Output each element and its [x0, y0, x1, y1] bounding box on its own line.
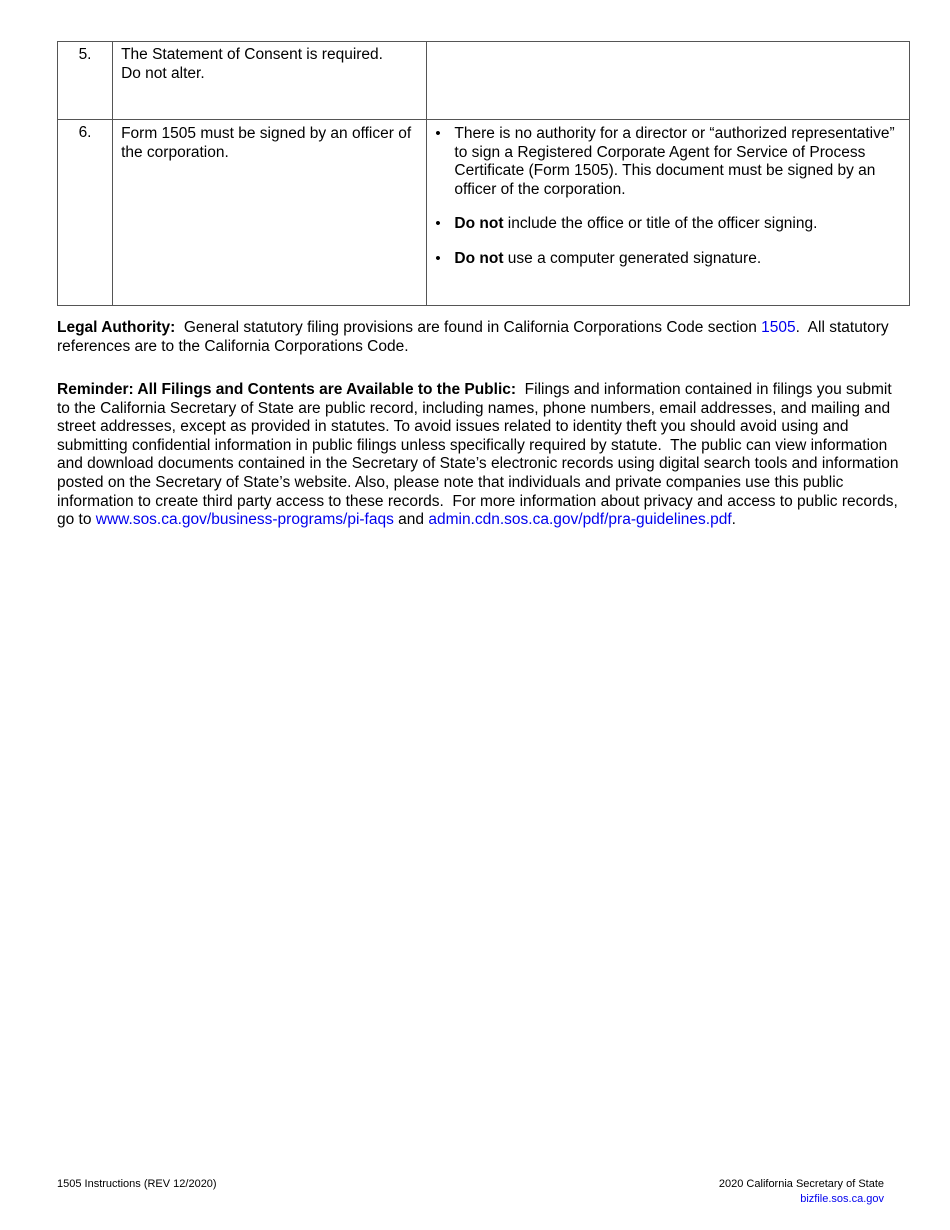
pra-guidelines-link[interactable]: admin.cdn.sos.ca.gov/pdf/pra-guidelines.pdf [428, 511, 732, 529]
reminder-connector: and [393, 511, 429, 529]
bullet-text: use a computer generated signature. [503, 249, 762, 267]
requirement-text: Form 1505 must be signed by an officer of the corporation. [113, 120, 427, 306]
bullet-bold: Do not [454, 249, 504, 267]
table-row [58, 42, 910, 120]
footer-right-block [719, 1177, 884, 1207]
detail-cell-empty [427, 42, 910, 120]
bullet-text: There is no authority for a director or “authorized representative” to sign a Registered Corporate Agent for Service of Process Certificate (Form 1505). This document must be signed by an officer of the corporation. [454, 125, 895, 198]
requirement-text-line: The Statement of Consent is required. [121, 46, 383, 63]
bullet-item [435, 125, 897, 199]
code-section-1505-link[interactable]: 1505 [761, 319, 796, 336]
requirement-text-line: Do not alter. [121, 64, 205, 82]
detail-bullet-list [427, 120, 909, 268]
requirement-cell [113, 42, 427, 120]
reminder-label: Reminder: All Filings and Contents are Available to the Public: [57, 381, 517, 398]
reminder-text: Filings and information contained in filings you submit to the California Secretary of State are public record, including names, phone numbers, email addresses, and mailing and street addresses, except as provided in statutes. To avoid issues related to identity theft you should avoid using and submitting confidential information in public filings unless specifically required by statute. The public can view information and download documents contained in the Secretary of State’s electronic records using digital search tools and information posted on the Secretary of State’s website. Also, please note that individuals and private companies use this public information to create third party access to these records. For more information about privacy and access to public records, go to [57, 381, 903, 529]
legal-authority-label: Legal Authority: [57, 319, 176, 336]
legal-authority-paragraph [57, 319, 902, 356]
legal-authority-text-end: . All statutory references are to the California Corporations Code. [57, 319, 893, 355]
copyright-text: 2020 California Secretary of State [718, 1178, 884, 1190]
reminder-end: . [731, 511, 736, 529]
row-number: 6. [58, 120, 113, 306]
instructions-table [57, 41, 910, 306]
bizfile-website-link[interactable]: bizfile.sos.ca.gov [800, 1193, 884, 1205]
bullet-item [435, 215, 897, 234]
pi-faqs-link[interactable]: www.sos.ca.gov/business-programs/pi-faqs [95, 511, 394, 529]
table-row [58, 120, 910, 306]
bullet-item [435, 250, 897, 269]
bullet-text: include the office or title of the officer signing. [503, 215, 818, 232]
bullet-bold: Do not [454, 215, 504, 232]
detail-cell [427, 120, 910, 306]
form-revision-label: 1505 Instructions (REV 12/2020) [57, 1178, 217, 1190]
legal-authority-text: General statutory filing provisions are found in California Corporations Code section [175, 319, 762, 336]
public-records-reminder-paragraph [57, 381, 902, 530]
row-number: 5. [58, 42, 113, 120]
